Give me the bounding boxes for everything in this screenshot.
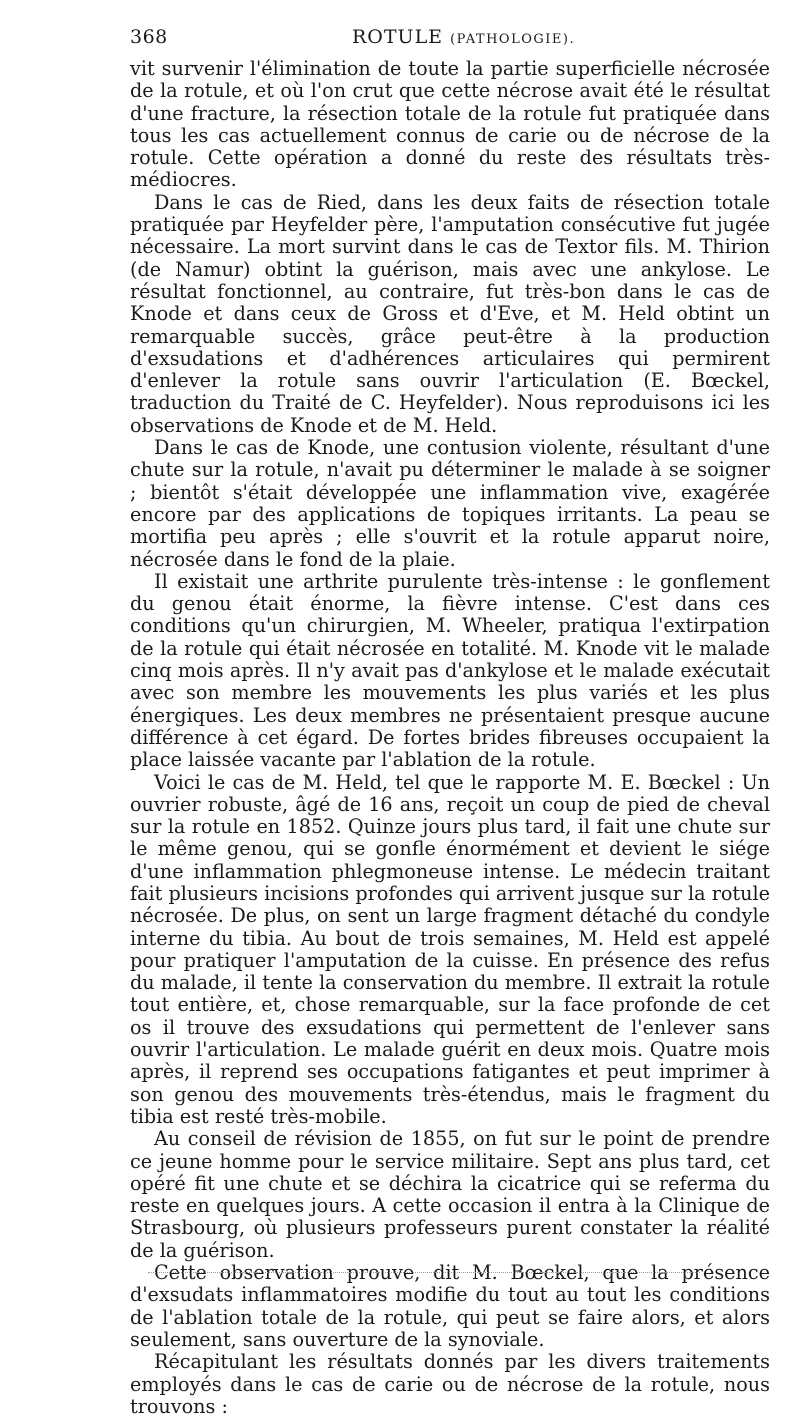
paragraph-3: Dans le cas de Knode, une contusion violente, résultant d'une chute sur la rotule, n'avait pu déterminer le malade à se soigner ; bientôt s'était développée une inflammation vive, exagérée encore par des applications de topiques irritants. La peau se mortifia peu après ; elle s'ouvrit et la rotule apparut noire, nécrosée dans le fond de la plaie. bbox=[130, 436, 770, 571]
page-number: 368 bbox=[130, 26, 168, 48]
paragraph-1: vit survenir l'élimination de toute la partie superficielle nécrosée de la rotule, et où l'on crut que cette nécrose avait été le résultat d'une fracture, la résection totale de la rotule fut pratiquée dans tous les cas actuellement connus de carie ou de nécrose de la rotule. Cette opération a donné du reste des résultats très-médiocres. bbox=[130, 57, 770, 192]
running-head-title: ROTULE bbox=[352, 26, 444, 48]
page-header bbox=[130, 26, 770, 56]
paragraph-2: Dans le cas de Ried, dans les deux faits de résection totale pratiquée par Heyfelder père, l'amputation consécutive fut jugée nécessaire. La mort survint dans le cas de Textor fils. M. Thirion (de Namur) obtint la guérison, mais avec une ankylose. Le résultat fonctionnel, au contraire, fut très-bon dans le cas de Knode et dans ceux de Gross et d'Eve, et M. Held obtint un remarquable succès, grâce peut-être à la production d'exsudations et d'adhérences articulaires qui permirent d'enlever la rotule sans ouvrir l'articulation (E. Bœckel, traduction du Traité de C. Heyfelder). Nous reproduisons ici les observations de Knode et de M. Held. bbox=[130, 190, 770, 437]
running-head-subtitle: (PATHOLOGIE). bbox=[450, 32, 576, 47]
paragraph-7: Cette observation prouve, dit M. Bœckel, que la présence d'exsudats inflammatoires modifie du tout au tout les conditions de l'ablation totale de la rotule, qui peut se faire alors, et alors seulement, sans ouverture de la synoviale. bbox=[130, 1261, 770, 1351]
running-head bbox=[352, 26, 575, 48]
paragraph-5: Voici le cas de M. Held, tel que le rapporte M. E. Bœckel : Un ouvrier robuste, âgé de 16 ans, reçoit un coup de pied de cheval sur la rotule en 1852. Quinze jours plus tard, il fait une chute sur le même genou, qui se gonfle énormément et devient le siége d'une inflammation phlegmoneuse intense. Le médecin traitant fait plusieurs incisions profondes qui arrivent jusque sur la rotule nécrosée. De plus, on sent un large fragment détaché du condyle interne du tibia. Au bout de trois semaines, M. Held est appelé pour pratiquer l'amputation de la cuisse. En présence des refus du malade, il tente la conservation du membre. Il extrait la rotule tout entière, et, chose remarquable, sur la face profonde de cet os il trouve des exsudations qui permettent de l'enlever sans ouvrir l'articulation. Le malade guérit en deux mois. Quatre mois après, il reprend ses occupations fatigantes et peut imprimer à son genou des mouvements très-étendus, mais le fragment du tibia est resté très-mobile. bbox=[130, 770, 770, 1128]
paragraph-4: Il existait une arthrite purulente très-intense : le gonflement du genou était énorme, la fièvre intense. C'est dans ces conditions qu'un chirurgien, M. Wheeler, pratiqua l'extirpation de la rotule qui était nécrosée en totalité. M. Knode vit le malade cinq mois après. Il n'y avait pas d'ankylose et le malade exécutait avec son membre les mouvements les plus variés et les plus énergiques. Les deux membres ne présentaient presque aucune différence à cet égard. De fortes brides fibreuses occupaient la place laissée vacante par l'ablation de la rotule. bbox=[130, 569, 770, 772]
footer-dotted-rule bbox=[148, 1272, 700, 1273]
paragraph-8: Récapitulant les résultats donnés par les divers traitements employés dans le cas de carie ou de nécrose de la rotule, nous trouvons : bbox=[130, 1350, 770, 1418]
body-text bbox=[130, 58, 770, 1418]
paragraph-6: Au conseil de révision de 1855, on fut sur le point de prendre ce jeune homme pour le service militaire. Sept ans plus tard, cet opéré fit une chute et se déchira la cicatrice qui se referma du reste en quelques jours. A cette occasion il entra à la Clinique de Strasbourg, où plusieurs professeurs purent constater la réalité de la guérison. bbox=[130, 1127, 770, 1262]
